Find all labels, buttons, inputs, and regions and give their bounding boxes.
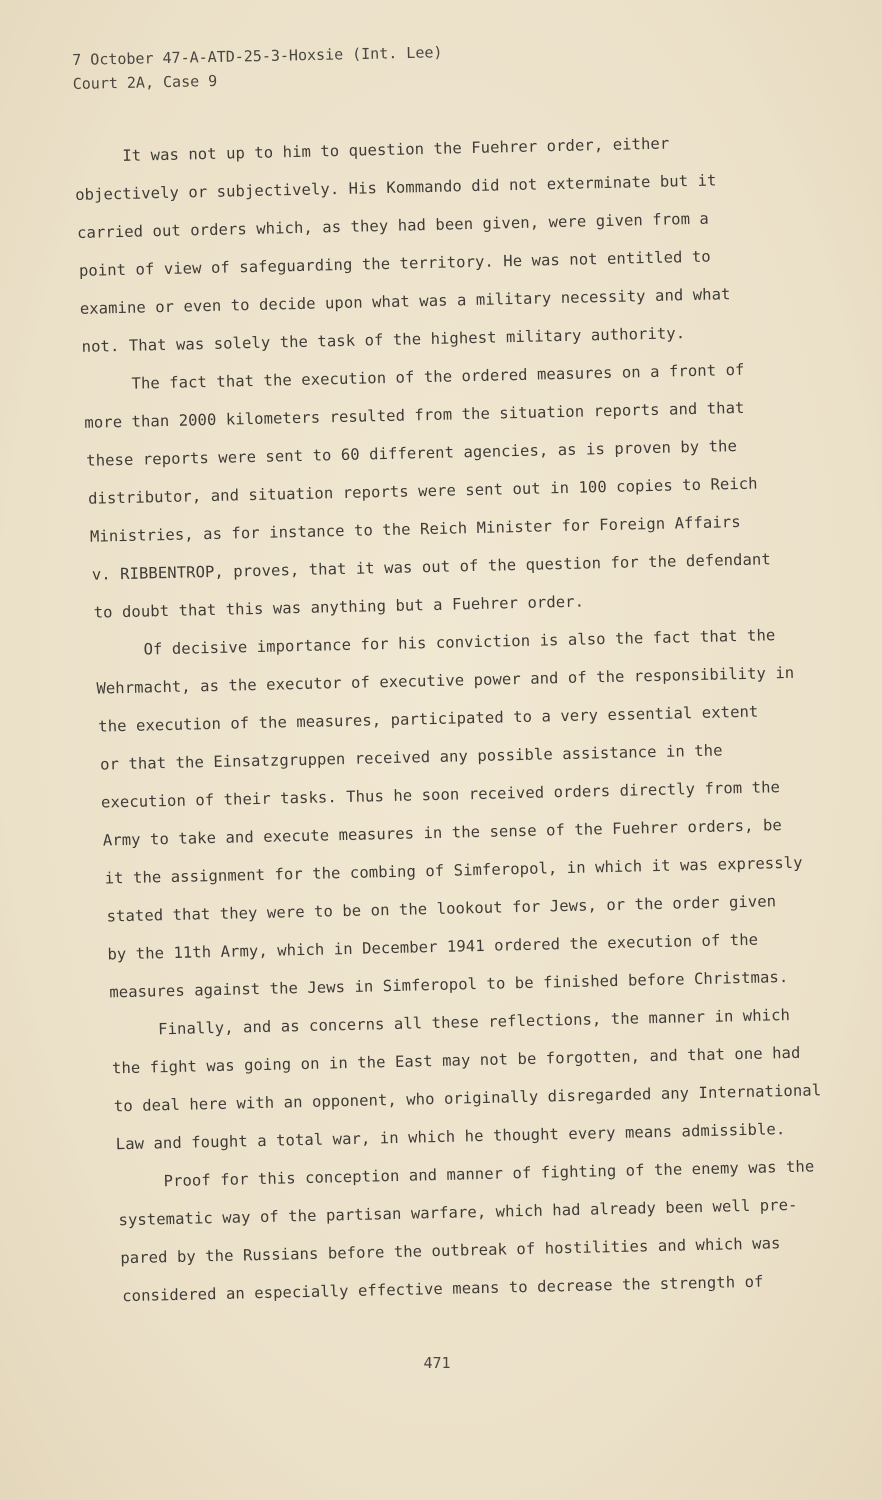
- document-header: [72, 40, 443, 96]
- text-line: these reports were sent to 60 different agencies, as is proven by the: [86, 437, 738, 470]
- header-court-line: Court 2A, Case 9: [72, 71, 218, 93]
- text-line: distributor, and situation reports were sent out in 100 copies to Reich: [87, 474, 758, 508]
- text-line: point of view of safeguarding the territory. He was not entitled to: [78, 247, 711, 280]
- header-reference-line: 7 October 47-A-ATD-25-3-Hoxsie (Int. Lee): [72, 43, 443, 69]
- text-line: not. That was solely the task of the highest military authority.: [81, 324, 686, 356]
- text-line: It was not up to him to question the Fuehrer order, either: [122, 134, 670, 165]
- text-line: measures against the Jews in Simferopol to be finished before Christmas.: [109, 968, 789, 1002]
- document-body: [74, 123, 834, 1306]
- text-line: to doubt that this was anything but a Fuehrer order.: [93, 592, 585, 622]
- text-line: Law and fought a total war, in which he thought every means admissible.: [115, 1120, 786, 1154]
- page-number: 471: [423, 1354, 451, 1372]
- text-line: the fight was going on in the East may not be forgotten, and that one had: [111, 1043, 801, 1078]
- text-line: the execution of the measures, participated to a very essential extent: [98, 702, 759, 736]
- text-line: Finally, and as concerns all these reflections, the manner in which: [157, 1005, 791, 1039]
- text-line: or that the Einsatzgruppen received any possible assistance in the: [99, 741, 723, 774]
- text-line: Army to take and execute measures in the sense of the Fuehrer orders, be: [102, 816, 783, 850]
- text-line: objectively or subjectively. His Kommando did not exterminate but it: [75, 171, 717, 204]
- text-line: execution of their tasks. Thus he soon received orders directly from the: [100, 778, 781, 812]
- text-line: carried out orders which, as they had been given, were given from a: [76, 209, 710, 242]
- text-line: stated that they were to be on the lookout for Jews, or the order given: [106, 892, 777, 926]
- text-line: to deal here with an opponent, who originally disregarded any International: [113, 1081, 822, 1116]
- text-line: Wehrmacht, as the executor of executive power and of the responsibility in: [96, 663, 795, 698]
- text-line: considered an especially effective means to decrease the strength of: [122, 1272, 764, 1306]
- text-line: pared by the Russians before the outbreak of hostilities and which was: [120, 1234, 781, 1268]
- text-line: systematic way of the partisan warfare, which had already been well pre-: [118, 1195, 798, 1230]
- text-line: Of decisive importance for his conviction is also the fact that the: [143, 626, 776, 659]
- text-line: more than 2000 kilometers resulted from the situation reports and that: [84, 398, 745, 432]
- text-line: Ministries, as for instance to the Reich Minister for Foreign Affairs: [89, 512, 741, 546]
- text-line: v. RIBBENTROP, proves, that it was out of the question for the defendant: [91, 550, 771, 584]
- text-line: it the assignment for the combing of Simferopol, in which it was expressly: [104, 853, 803, 888]
- text-line: Proof for this conception and manner of fighting of the enemy was the: [163, 1157, 815, 1191]
- text-line: The fact that the execution of the ordered measures on a front of: [131, 360, 745, 393]
- text-line: examine or even to decide upon what was a military necessity and what: [79, 285, 731, 318]
- text-line: by the 11th Army, which in December 1941 ordered the execution of the: [107, 930, 759, 964]
